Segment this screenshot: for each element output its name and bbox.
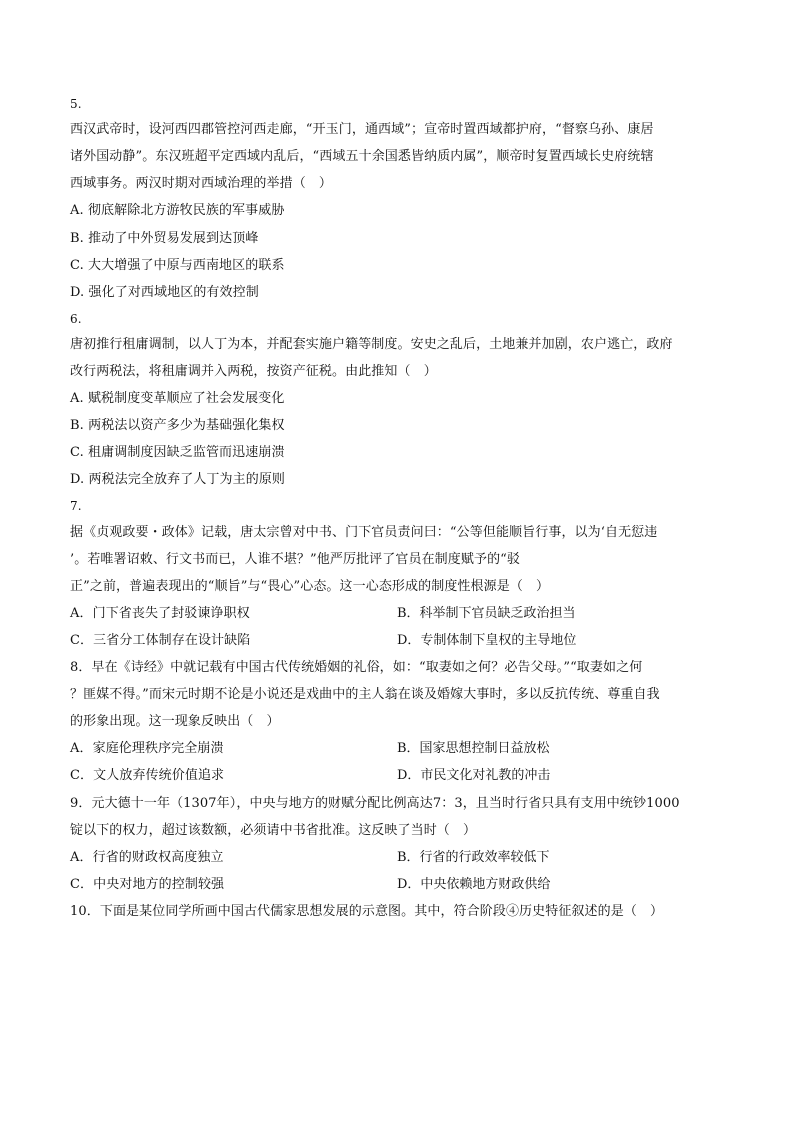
question-5-option-b: B. 推动了中外贸易发展到达顶峰	[70, 231, 259, 246]
question-6-option-d: D. 两税法完全放弃了人丁为主的原则	[70, 472, 286, 487]
question-7-number: 7.	[70, 499, 82, 513]
question-8-stem-line-3: 的形象出现。这一现象反映出（ ）	[70, 714, 280, 729]
question-7-stem-line-1: 据《贞观政要・政体》记载，唐太宗曾对中书、门下官员责问曰：“公等但能顺旨行事，以为‘自无愆违	[70, 525, 658, 540]
question-9-option-c: C．中央对地方的控制较强	[70, 877, 225, 892]
question-9-stem-line-1: 9．元大德十一年（1307年），中央与地方的财赋分配比例高达7：3，且当时行省只具有支用中统钞1000	[70, 796, 680, 811]
question-6-option-b: B. 两税法以资产多少为基础强化集权	[70, 418, 285, 433]
question-7-option-d: D．专制体制下皇权的主导地位	[397, 633, 577, 648]
question-7-stem-line-2: ’。若唯署诏敕、行文书而已，人谁不堪？”他严厉批评了官员在制度赋予的“驳	[70, 552, 521, 567]
question-7-stem-line-3: 正”之前，普遍表现出的“顺旨”与“畏心”心态。这一心态形成的制度性根源是（ ）	[70, 579, 550, 594]
question-5-option-c: C. 大大增强了中原与西南地区的联系	[70, 258, 285, 273]
question-5-option-d: D. 强化了对西域地区的有效控制	[70, 285, 259, 300]
question-6-stem-line-1: 唐初推行租庸调制，以人丁为本，并配套实施户籍等制度。安史之乱后，土地兼并加剧，农户逃亡，政府	[70, 337, 673, 352]
question-8-option-c: C．文人放弃传统价值追求	[70, 768, 225, 783]
question-6-number: 6.	[70, 312, 82, 326]
question-7-option-b: B．科举制下官员缺乏政治担当	[397, 606, 576, 621]
question-8-stem-line-2: ？匪媒不得。”而宋元时期不论是小说还是戏曲中的主人翁在谈及婚嫁大事时，多以反抗传统、尊重自我	[70, 687, 660, 702]
question-8-option-a: A．家庭伦理秩序完全崩溃	[70, 741, 224, 756]
question-8-option-b: B．国家思想控制日益放松	[397, 741, 550, 756]
question-5-number: 5.	[70, 97, 82, 111]
question-5-stem-line-2: 诸外国动静”。东汉班超平定西域内乱后，“西域五十余国悉皆纳质内属”，顺帝时复置西域长史府统辖	[70, 149, 654, 164]
question-10-stem-line-1: 10．下面是某位同学所画中国古代儒家思想发展的示意图。其中，符合阶段④历史特征叙述的是（ ）	[70, 904, 664, 919]
question-7-option-a: A．门下省丧失了封驳谏诤职权	[70, 606, 250, 621]
question-9-option-d: D．中央依赖地方财政供给	[397, 877, 551, 892]
question-9-stem-line-2: 锭以下的权力，超过该数额，必须请中书省批准。这反映了当时（ ）	[70, 823, 477, 838]
question-9-option-a: A．行省的财政权高度独立	[70, 850, 224, 865]
question-7-option-c: C．三省分工体制存在设计缺陷	[70, 633, 251, 648]
question-8-option-d: D．市民文化对礼教的冲击	[397, 768, 551, 783]
question-5-stem-line-3: 西域事务。两汉时期对西域治理的举措（ ）	[70, 176, 333, 191]
question-9-option-b: B．行省的行政效率较低下	[397, 850, 550, 865]
question-5-stem-line-1: 西汉武帝时，设河西四郡管控河西走廊，“开玉门，通西域”；宣帝时置西域都护府，“督察乌孙、康居	[70, 122, 654, 137]
question-6-option-a: A. 赋税制度变革顺应了社会发展变化	[70, 391, 285, 406]
question-8-stem-line-1: 8．早在《诗经》中就记载有中国古代传统婚姻的礼俗，如：“取妻如之何？必告父母。”“取妻如之何	[70, 660, 643, 675]
question-6-stem-line-2: 改行两税法，将租庸调并入两税，按资产征税。由此推知（ ）	[70, 364, 437, 379]
question-6-option-c: C. 租庸调制度因缺乏监管而迅速崩溃	[70, 445, 285, 460]
question-5-option-a: A. 彻底解除北方游牧民族的军事威胁	[70, 203, 285, 218]
